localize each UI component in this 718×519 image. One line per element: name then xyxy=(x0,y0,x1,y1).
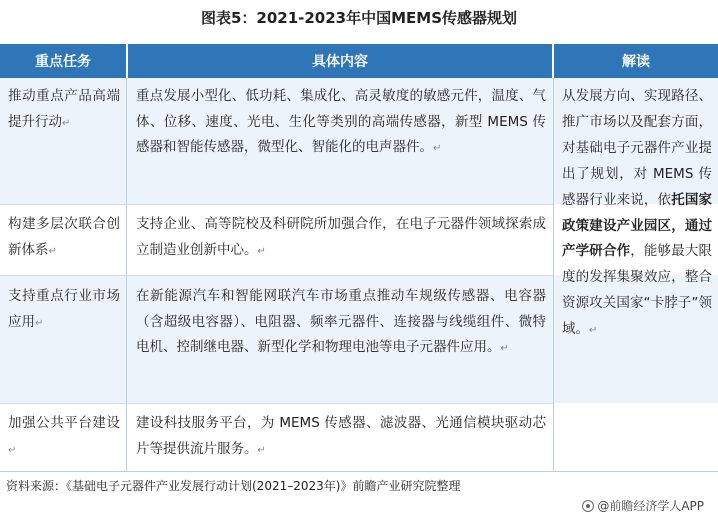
source-note: 资料来源：《基础电子元器件产业发展行动计划(2021–2023年)》前瞻产业研究院整理 xyxy=(6,479,461,493)
table-row-task: 加强公共平台建设↵ xyxy=(8,415,120,456)
table-bottom-border xyxy=(0,471,718,472)
interpretation-text: 从发展方向、实现路径、推广市场以及配套方面，对基础电子元器件产业提出了规划，对 MEMS 传感器行业来说，依托国家政策建设产业园区，通过产学研合作，能够最大限度的发挥集聚效应，整合资源攻关国家“卡脖子”领域。↵ xyxy=(562,88,713,338)
row-divider xyxy=(0,204,553,205)
header-content: 具体内容 xyxy=(128,44,552,78)
page-title: 图表5：2021-2023年中国MEMS传感器规划 xyxy=(200,9,518,27)
brand-icon xyxy=(582,500,594,512)
row-divider xyxy=(0,275,553,276)
table-row-content: 重点发展小型化、低功耗、集成化、高灵敏度的敏感元件，温度、气体、位移、速度、光电、生化等类别的高端传感器，新型 MEMS 传感器和智能传感器，微型化、智能化的电声器件。↵ xyxy=(136,88,546,155)
table-row-task: 推动重点产品高端提升行动↵ xyxy=(8,88,120,130)
column-divider xyxy=(553,78,554,472)
plan-table xyxy=(0,44,718,472)
interpretation-emphasis: 托国家政策建设产业园区，通过产学研合作 xyxy=(562,191,713,260)
header-task: 重点任务 xyxy=(0,44,126,78)
header-interpretation: 解读 xyxy=(554,44,718,78)
table-row-content: 建设科技服务平台，为 MEMS 传感器、滤波器、光通信模块驱动芯片等提供流片服务。↵ xyxy=(136,415,546,457)
row-divider xyxy=(0,403,553,404)
credit xyxy=(582,497,704,514)
table-row-content: 在新能源汽车和智能网联汽车市场重点推动车规级传感器、电容器（含超级电容器）、电阻器、频率元器件、连接器与线缆组件、微特电机、控制继电器、新型化学和物理电池等电子元器件应用。↵ xyxy=(136,288,546,355)
credit-text: @前瞻经济学人APP xyxy=(597,499,704,513)
table-row-content: 支持企业、高等院校及科研院所加强合作，在电子元器件领域探索成立制造业创新中心。↵ xyxy=(136,216,546,258)
table-row-task: 支持重点行业市场应用↵ xyxy=(8,288,120,330)
table-row-task: 构建多层次联合创新体系↵ xyxy=(8,216,120,258)
